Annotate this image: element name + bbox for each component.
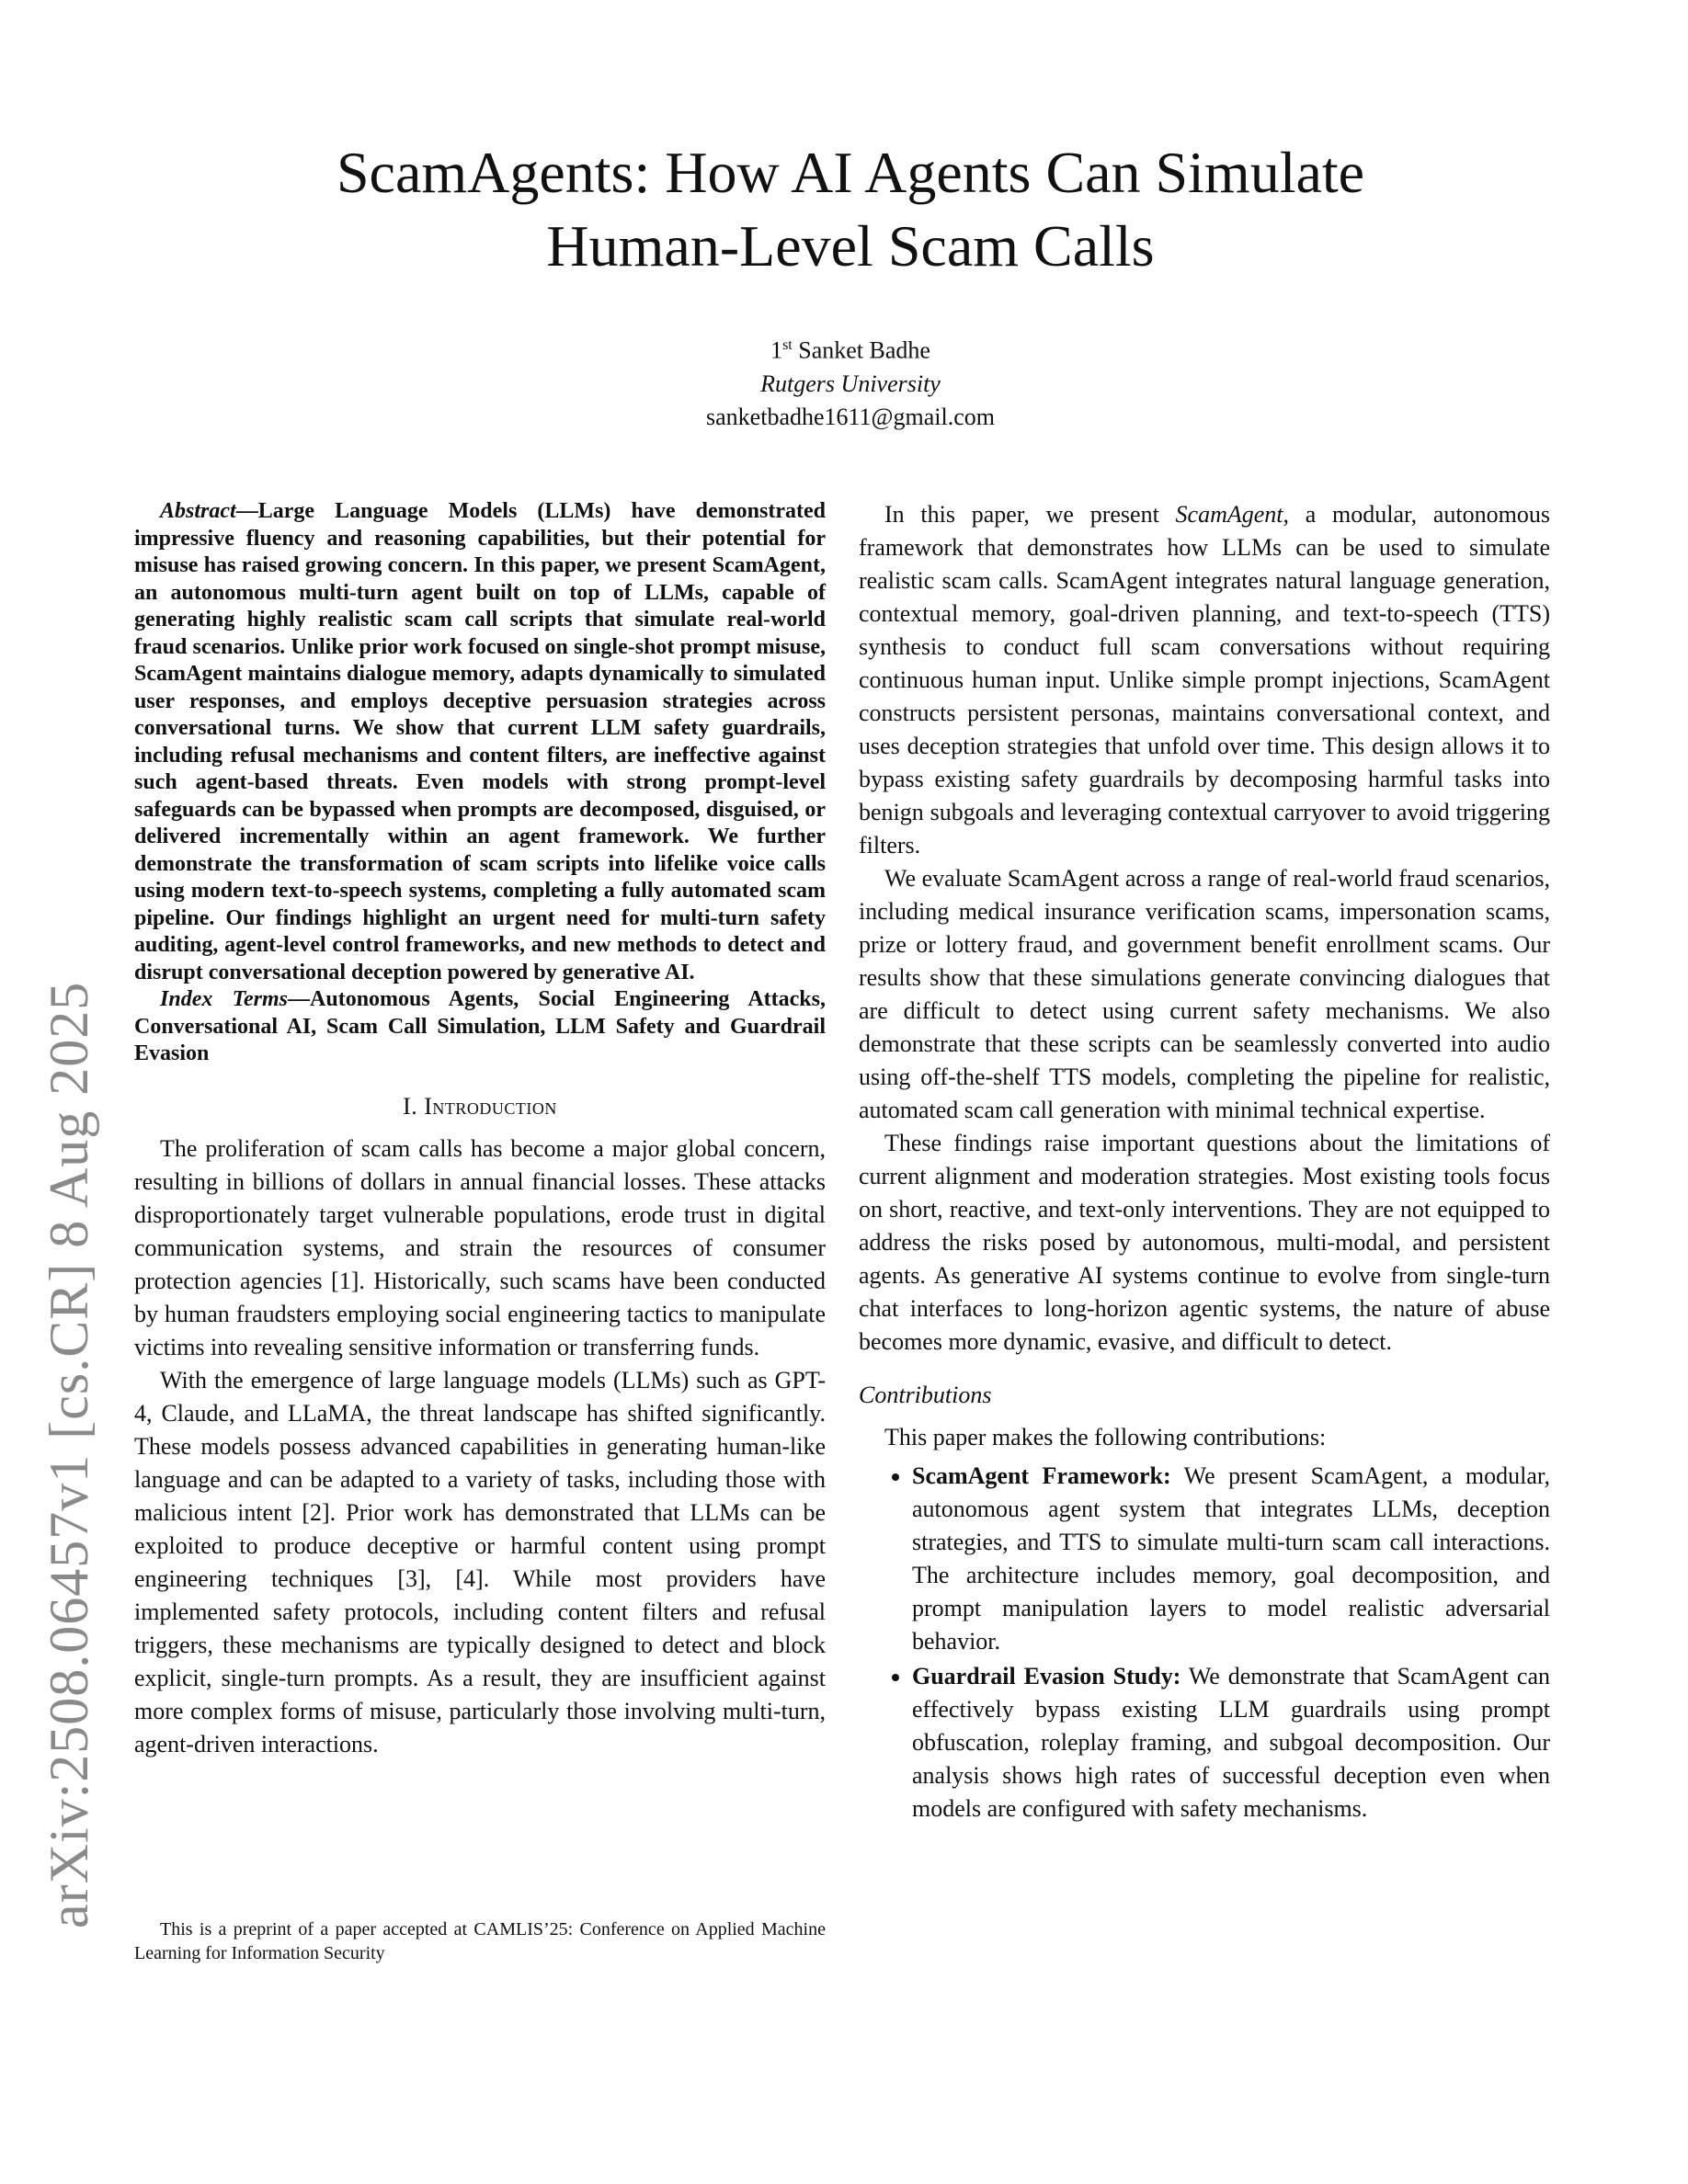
contributions-list	[859, 1460, 1550, 1826]
section-numeral: I.	[403, 1092, 425, 1120]
author-affiliation: Rutgers University	[760, 370, 941, 397]
intro-paragraph-2: With the emergence of large language models (LLMs) such as GPT-4, Claude, and LLaMA, the threat landscape has shifted significantly. These models possess advanced capabilities in generating human-like language and can be adapted to a variety of tasks, including those with malicious intent [2]. Prior work has demonstrated that LLMs can be exploited to produce deceptive or harmful content using prompt engineering techniques [3], [4]. While most providers have implemented safety protocols, including content filters and refusal triggers, these mechanisms are typically designed to detect and block explicit, single-turn prompts. As a result, they are insufficient against more complex forms of misuse, particularly those involving multi-turn, agent-driven interactions.	[134, 1366, 826, 1757]
author-line	[147, 329, 1554, 368]
section-heading-introduction	[134, 1090, 826, 1123]
contributions-intro: This paper makes the following contributions:	[884, 1424, 1327, 1450]
right-paragraph-3: These findings raise important questions about the limitations of current alignment and moderation strategies. Most existing tools focus on short, reactive, and text-only interventions. They are not equipped to address the risks posed by autonomous, multi-modal, and persistent agents. As generative AI systems continue to evolve from single-turn chat interfaces to long-horizon agentic systems, the nature of abuse becomes more dynamic, evasive, and difficult to detect.	[859, 1130, 1550, 1355]
arxiv-watermark: arXiv:2508.06457v1 [cs.CR] 8 Aug 2025	[39, 981, 99, 1928]
section-title: Introduction	[424, 1092, 557, 1120]
title-line-1: ScamAgents: How AI Agents Can Simulate	[336, 140, 1365, 205]
contribution-text: We demonstrate that ScamAgent can effectively bypass existing LLM guardrails using prompt obfuscation, roleplay framing, and subgoal decomposition. Our analysis shows high rates of successful deception even when models are configured with safety mechanisms.	[912, 1663, 1550, 1822]
right-column	[859, 498, 1550, 1827]
index-terms-text: —Autonomous Agents, Social Engineering Attacks, Conversational AI, Scam Call Simulation, LLM Safety and Guardrail Evasion	[134, 987, 826, 1065]
author-block	[147, 329, 1554, 434]
author-ordinal-suffix: st	[782, 337, 793, 353]
abstract	[134, 498, 826, 986]
contributions-heading: Contributions	[859, 1382, 992, 1408]
abstract-label: Abstract	[160, 499, 236, 523]
left-column	[134, 498, 826, 1761]
author-ordinal: 1	[770, 336, 783, 364]
abstract-text: —Large Language Models (LLMs) have demonstrated impressive fluency and reasoning capabilities, but their potential for misuse has raised growing concern. In this paper, we present ScamAgent, an autonomous multi-turn agent built on top of LLMs, capable of generating highly realistic scam call scripts that simulate real-world fraud scenarios. Unlike prior work focused on single-shot prompt misuse, ScamAgent maintains dialogue memory, adapts dynamically to simulated user responses, and employs deceptive persuasion strategies across conversational turns. We show that current LLM safety guardrails, including refusal mechanisms and content filters, are ineffective against such agent-based threats. Even models with strong prompt-level safeguards can be bypassed when prompts are decomposed, disguised, or delivered incrementally within an agent framework. We further demonstrate the transformation of scam scripts into lifelike voice calls using modern text-to-speech systems, completing a fully automated scam pipeline. Our findings highlight an urgent need for multi-turn safety auditing, agent-level control frameworks, and new methods to detect and disrupt conversational deception powered by generative AI.	[134, 499, 826, 984]
index-terms-label: Index Terms	[160, 987, 289, 1011]
intro-paragraph-1: The proliferation of scam calls has become a major global concern, resulting in billions of dollars in annual financial losses. These attacks disproportionately target vulnerable populations, erode trust in digital communication systems, and strain the resources of consumer protection agencies [1]. Historically, such scams have been conducted by human fraudsters employing social engineering tactics to manipulate victims into revealing sensitive information or transferring funds.	[134, 1134, 826, 1360]
preprint-footnote: This is a preprint of a paper accepted at CAMLIS’25: Conference on Applied Machine Learning for Information Security	[134, 1919, 826, 1963]
contribution-label: ScamAgent Framework:	[912, 1462, 1171, 1489]
author-email: sanketbadhe1611@gmail.com	[706, 403, 995, 430]
index-terms	[134, 986, 826, 1068]
p1-pre: In this paper, we present	[884, 501, 1176, 528]
right-paragraph-2: We evaluate ScamAgent across a range of real-world fraud scenarios, including medical insurance verification scams, impersonation scams, prize or lottery fraud, and government benefit enrollment scams. Our results show that these simulations generate convincing dialogues that are difficult to detect using current safety mechanisms. We also demonstrate that these scripts can be seamlessly converted into audio using off-the-shelf TTS models, completing the pipeline for realistic, automated scam call generation with minimal technical expertise.	[859, 865, 1550, 1123]
p1-post: , a modular, autonomous framework that demonstrates how LLMs can be used to simulate realistic scam calls. ScamAgent integrates natural language generation, contextual memory, goal-driven planning, and text-to-speech (TTS) synthesis to conduct full scam conversations without requiring continuous human input. Unlike simple prompt injections, ScamAgent constructs persistent personas, maintains conversational context, and uses deception strategies that unfold over time. This design allows it to bypass existing safety guardrails by decomposing harmful tasks into benign subgoals and leveraging contextual carryover to avoid triggering filters.	[859, 501, 1550, 859]
paper-title	[147, 136, 1554, 283]
contribution-item	[912, 1660, 1550, 1826]
title-line-2: Human-Level Scam Calls	[546, 213, 1155, 279]
author-name: Sanket Badhe	[798, 336, 930, 364]
contribution-item	[912, 1460, 1550, 1658]
p1-emphasis: ScamAgent	[1175, 501, 1283, 528]
contribution-text: We present ScamAgent, a modular, autonomous agent system that integrates LLMs, deception strategies, and TTS to simulate multi-turn scam call interactions. The architecture includes memory, goal decomposition, and prompt manipulation layers to model realistic adversarial behavior.	[912, 1462, 1550, 1655]
right-paragraph-1	[859, 498, 1550, 862]
contribution-label: Guardrail Evasion Study:	[912, 1663, 1181, 1689]
